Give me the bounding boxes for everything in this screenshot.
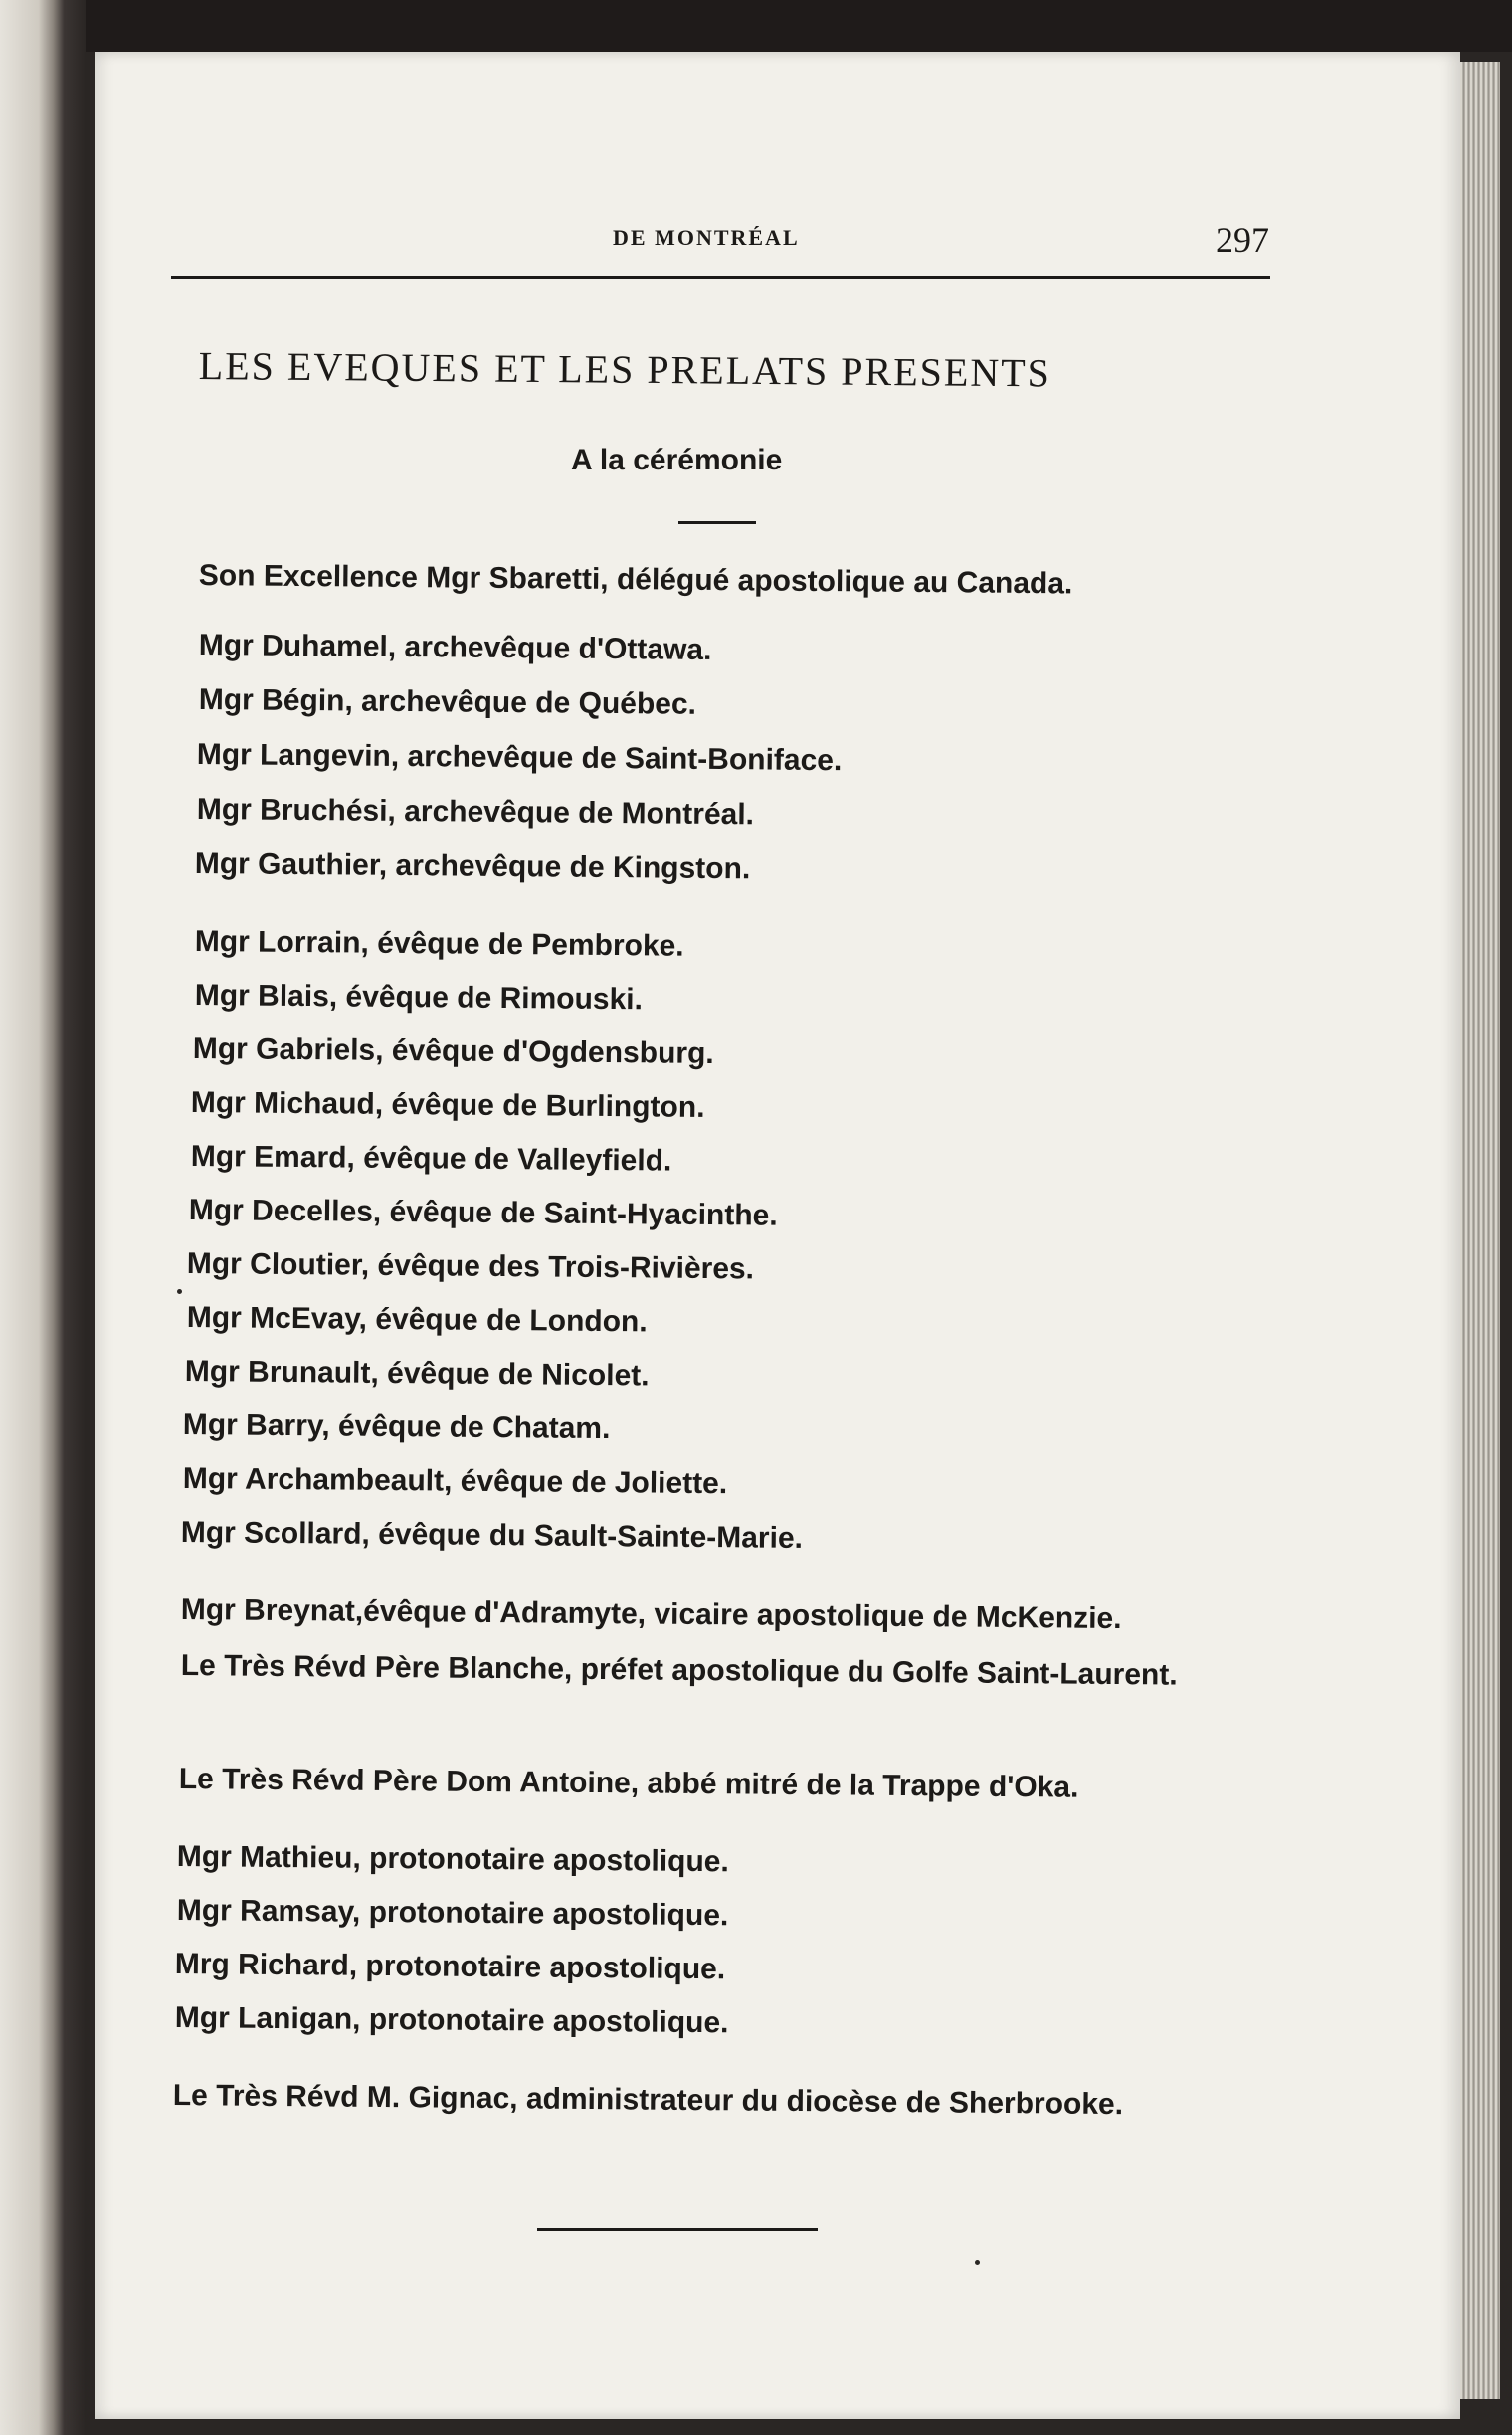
list-item: Mgr Bruchési, archevêque de Montréal. — [196, 792, 755, 832]
list-item: Mgr Duhamel, archevêque d'Ottawa. — [198, 628, 712, 666]
list-item: Le Très Révd M. Gignac, administrateur du diocèse de Sherbrooke. — [172, 2079, 1124, 2122]
list-item: Mgr Emard, évêque de Valleyfield. — [190, 1139, 672, 1178]
running-head: DE MONTRÉAL — [613, 225, 800, 250]
list-item: Le Très Révd Père Blanche, préfet apostolique du Golfe Saint-Laurent. — [180, 1648, 1178, 1692]
list-item: Mgr Bégin, archevêque de Québec. — [198, 682, 697, 721]
list-item: Mgr Ramsay, protonotaire apostolique. — [176, 1893, 729, 1933]
list-item: Mgr Langevin, archevêque de Saint-Boniface. — [196, 737, 843, 778]
list-item: Mgr Cloutier, évêque des Trois-Rivières. — [186, 1246, 755, 1286]
list-item: Mgr Gauthier, archevêque de Kingston. — [194, 846, 751, 886]
list-item: Mgr McEvay, évêque de London. — [186, 1300, 648, 1339]
list-item: Mgr Lanigan, protonotaire apostolique. — [174, 2000, 729, 2040]
list-item: Mrg Richard, protonotaire apostolique. — [174, 1947, 726, 1986]
list-item: Son Excellence Mgr Sbaretti, délégué apostolique au Canada. — [198, 558, 1073, 601]
list-item: Mgr Decelles, évêque de Saint-Hyacinthe. — [188, 1193, 778, 1232]
list-item: Mgr Brunault, évêque de Nicolet. — [184, 1354, 650, 1393]
section-subtitle: A la cérémonie — [571, 444, 783, 476]
list-item: Mgr Blais, évêque de Rimouski. — [194, 978, 644, 1017]
list-item: Mgr Scollard, évêque du Sault-Sainte-Marie. — [180, 1515, 804, 1555]
list-item: Mgr Barry, évêque de Chatam. — [182, 1407, 611, 1446]
list-item: Le Très Révd Père Dom Antoine, abbé mitré de la Trappe d'Oka. — [178, 1762, 1079, 1804]
list-item: Mgr Breynat,évêque d'Adramyte, vicaire apostolique de McKenzie. — [180, 1592, 1122, 1636]
ink-speck — [975, 2260, 980, 2265]
section-title: LES EVEQUES ET LES PRELATS PRESENTS — [198, 342, 1052, 396]
ink-speck — [177, 1289, 182, 1294]
closing-rule — [537, 2228, 818, 2231]
list-item: Mgr Mathieu, protonotaire apostolique. — [176, 1839, 729, 1879]
list-item: Mgr Lorrain, évêque de Pembroke. — [194, 924, 684, 963]
list-item: Mgr Gabriels, évêque d'Ogdensburg. — [192, 1031, 714, 1071]
page-number: 297 — [1216, 220, 1269, 260]
list-item: Mgr Archambeault, évêque de Joliette. — [182, 1461, 728, 1501]
list-item: Mgr Michaud, évêque de Burlington. — [190, 1085, 705, 1124]
